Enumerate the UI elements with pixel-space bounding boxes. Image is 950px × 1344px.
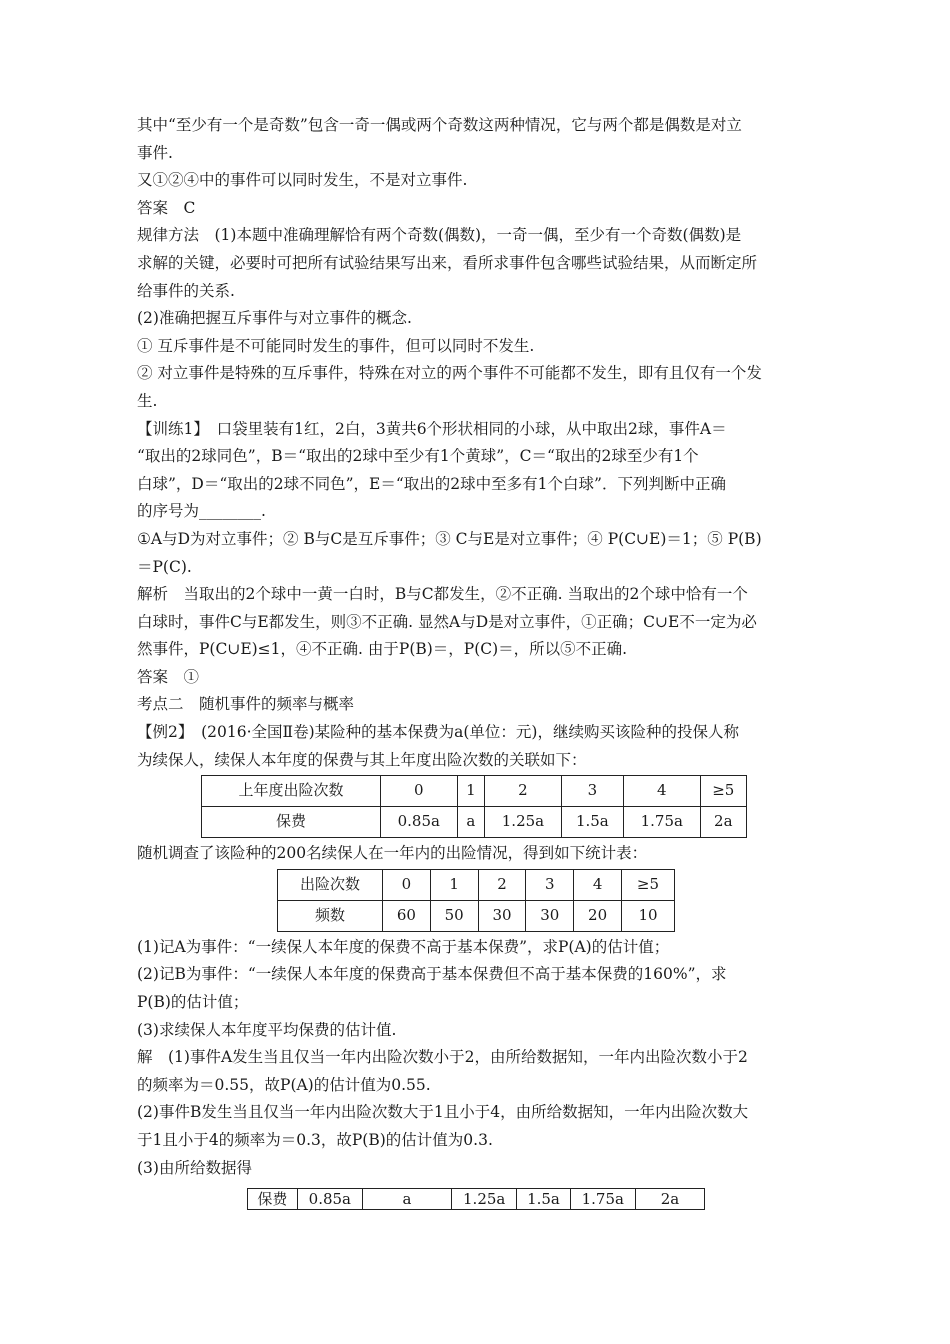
- table-cell: 20: [574, 900, 622, 931]
- text-line: ② 对立事件是特殊的互斥事件，特殊在对立的两个事件不可能都不发生，即有且仅有一个发: [137, 364, 762, 383]
- table-cell: a: [457, 807, 485, 838]
- table-cell: 1.5a: [561, 807, 623, 838]
- example-line: 【例2】 (2016·全国Ⅱ卷)某险种的基本保费为a(单位：元)，继续购买该险种的投保人称: [137, 723, 739, 742]
- table-cell: ≥5: [700, 776, 746, 807]
- table-cell: 60: [383, 900, 431, 931]
- solution-line: 解 (1)事件A发生当且仅当一年内出险次数小于2，由所给数据知，一年内出险次数小于2: [137, 1048, 748, 1067]
- table-cell: 0: [383, 869, 431, 900]
- text-block-c: [137, 934, 817, 1182]
- text-line: ①A与D为对立事件；② B与C是互斥事件；③ C与E是对立事件；④ P(C∪E)＝1；⑤ P(B): [137, 529, 762, 548]
- table-row: [248, 1189, 705, 1210]
- text-line: 白球时，事件C与E都发生，则③不正确. 显然A与D是对立事件，①正确；C∪E不一定为必: [137, 612, 757, 631]
- text-line: ① 互斥事件是不可能同时发生的事件，但可以同时不发生.: [137, 336, 535, 355]
- table-cell: 3: [561, 776, 623, 807]
- text-line: 规律方法 (1)本题中准确理解恰有两个奇数(偶数)，一奇一偶，至少有一个奇数(偶数)是: [137, 226, 742, 245]
- table-cell: 30: [526, 900, 574, 931]
- text-block-a: [137, 112, 817, 774]
- table-cell: 1.25a: [485, 807, 562, 838]
- table-cell: 2: [485, 776, 562, 807]
- text-line: 为续保人，续保人本年度的保费与其上年度出险次数的关联如下：: [137, 750, 587, 769]
- text-line: 事件.: [137, 143, 173, 162]
- section-heading: 考点二 随机事件的频率与概率: [137, 695, 355, 714]
- table-cell: 保费: [202, 807, 381, 838]
- text-line: 随机调查了该险种的200名续保人在一年内的出险情况，得到如下统计表：: [137, 844, 648, 863]
- table-row: [278, 869, 675, 900]
- text-line: (3)求续保人本年度平均保费的估计值.: [137, 1020, 397, 1039]
- table-cell: 30: [478, 900, 526, 931]
- table-cell: 0.85a: [381, 807, 458, 838]
- table-cell: 1: [430, 869, 478, 900]
- text-line: 求解的关键，必要时可把所有试验结果写出来，看所求事件包含哪些试验结果，从而断定所: [137, 253, 758, 272]
- text-line: (2)事件B发生当且仅当一年内出险次数大于1且小于4，由所给数据知，一年内出险次数大: [137, 1103, 749, 1122]
- table-cell: 频数: [278, 900, 383, 931]
- text-line: (2)记B为事件：“一续保人本年度的保费高于基本保费但不高于基本保费的160%”，求: [137, 965, 727, 984]
- table-cell: 0: [381, 776, 458, 807]
- text-line: 然事件，P(C∪E)≤1，④不正确. 由于P(B)＝，P(C)＝，所以⑤不正确.: [137, 640, 628, 659]
- text-line: 白球”，D＝“取出的2球不同色”，E＝“取出的2球中至多有1个白球”．下列判断中正确: [137, 474, 726, 493]
- table-cell: 3: [526, 869, 574, 900]
- table-cell: 2a: [700, 807, 746, 838]
- text-line: 给事件的关系.: [137, 281, 235, 300]
- text-line: (3)由所给数据得: [137, 1158, 252, 1177]
- text-line: 的序号为________.: [137, 502, 266, 521]
- text-line: 其中“至少有一个是奇数”包含一奇一偶或两个奇数这两种情况，它与两个都是偶数是对立: [137, 116, 742, 134]
- premium-table: [201, 775, 747, 838]
- table-cell: 2: [478, 869, 526, 900]
- exercise-line: 【训练1】 口袋里装有1红，2白，3黄共6个形状相同的小球，从中取出2球，事件A＝: [137, 419, 727, 438]
- answer-line: 答案 C: [137, 198, 196, 217]
- frequency-table: [277, 869, 675, 932]
- table-cell: a: [363, 1189, 452, 1210]
- table-cell: 保费: [248, 1189, 298, 1210]
- text-line: 的频率为＝0.55，故P(A)的估计值为0.55.: [137, 1075, 431, 1094]
- text-line: “取出的2球同色”，B＝“取出的2球中至少有1个黄球”，C＝“取出的2球至少有1个: [137, 447, 699, 466]
- table-cell: 1.5a: [517, 1189, 570, 1210]
- premium-row-table: [247, 1188, 705, 1210]
- table-cell: 4: [624, 776, 701, 807]
- table-row: [202, 807, 747, 838]
- table-cell: 1.75a: [570, 1189, 635, 1210]
- table-row: [202, 776, 747, 807]
- table-cell: 4: [574, 869, 622, 900]
- table-cell: 2a: [636, 1189, 705, 1210]
- text-line: 于1且小于4的频率为＝0.3，故P(B)的估计值为0.3.: [137, 1131, 493, 1149]
- answer-line: 答案 ①: [137, 667, 200, 686]
- table-cell: 0.85a: [297, 1189, 362, 1210]
- document-page: [137, 112, 817, 1212]
- text-line: P(B)的估计值；: [137, 993, 249, 1012]
- table-cell: 上年度出险次数: [202, 776, 381, 807]
- table-cell: 50: [430, 900, 478, 931]
- table-cell: 1.75a: [624, 807, 701, 838]
- text-line: ＝P(C).: [137, 557, 192, 576]
- table-cell: 1: [457, 776, 485, 807]
- table-row: [278, 900, 675, 931]
- text-line: (2)准确把握互斥事件与对立事件的概念.: [137, 309, 412, 328]
- text-line: 又①②④中的事件可以同时发生，不是对立事件.: [137, 171, 468, 190]
- text-line: 解析 当取出的2个球中一黄一白时，B与C都发生，②不正确. 当取出的2个球中恰有一个: [137, 585, 748, 604]
- table-cell: ≥5: [621, 869, 674, 900]
- table-cell: 10: [621, 900, 674, 931]
- table-cell: 出险次数: [278, 869, 383, 900]
- text-line: 生.: [137, 391, 158, 410]
- text-line: (1)记A为事件：“一续保人本年度的保费不高于基本保费”，求P(A)的估计值；: [137, 937, 670, 956]
- table-cell: 1.25a: [452, 1189, 517, 1210]
